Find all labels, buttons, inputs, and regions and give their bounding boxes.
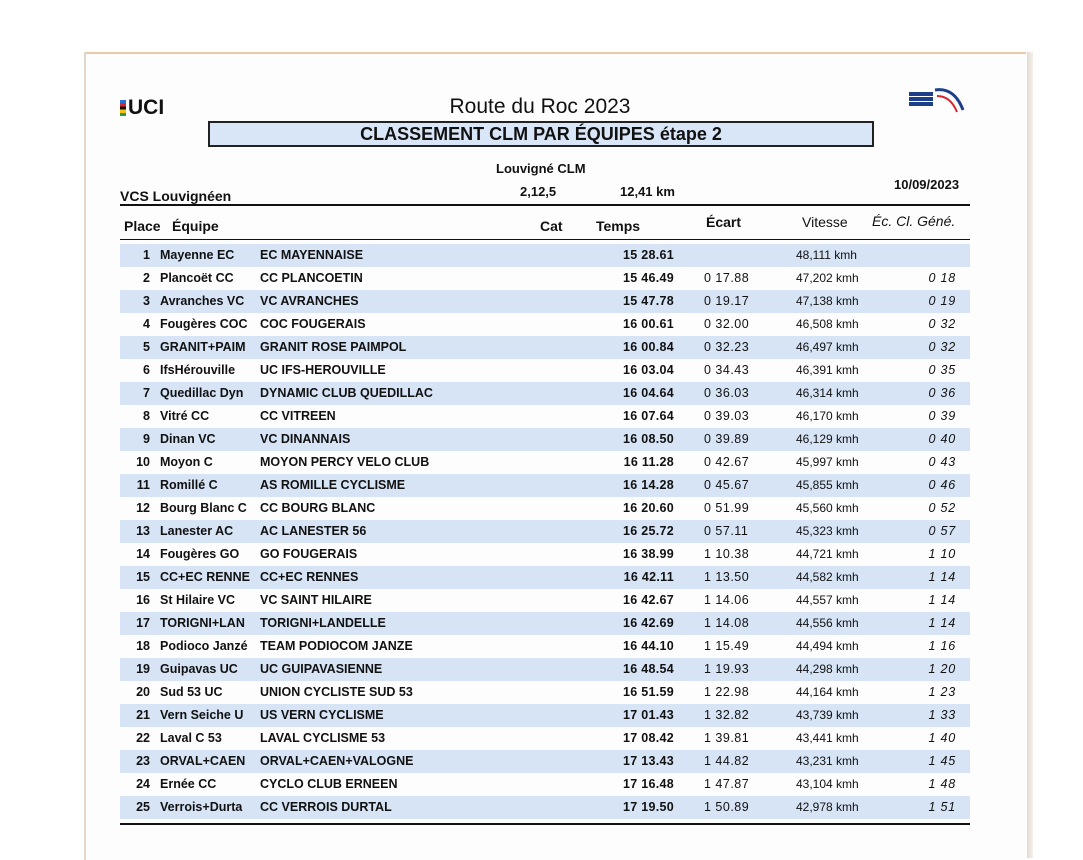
general-gap-cell: 1 14 (928, 570, 956, 584)
table-row (120, 267, 970, 290)
stage-location: Louvigné CLM (496, 161, 586, 176)
gap-cell: 0 45.67 (704, 478, 750, 492)
team-cell: CC VITREEN (260, 409, 336, 423)
uci-logo (120, 96, 164, 120)
speed-cell: 46,170 kmh (796, 409, 859, 423)
speed-cell: 43,441 kmh (796, 731, 859, 745)
place-cell: 13 (136, 524, 150, 538)
gap-cell: 0 36.03 (704, 386, 750, 400)
time-cell: 16 00.61 (622, 317, 674, 331)
short-name-cell: St Hilaire VC (160, 593, 236, 607)
gap-cell: 1 19.93 (704, 662, 750, 676)
category-code: 2,12,5 (520, 184, 557, 199)
time-cell: 17 13.43 (622, 754, 674, 768)
time-cell: 16 04.64 (622, 386, 674, 400)
team-cell: AS ROMILLE CYCLISME (260, 478, 406, 492)
team-cell: VC AVRANCHES (260, 294, 359, 308)
time-cell: 16 25.72 (622, 524, 674, 538)
uci-rainbow-icon (120, 100, 126, 116)
team-cell: ORVAL+CAEN+VALOGNE (260, 754, 414, 768)
col-temps: Temps (596, 218, 641, 234)
table-row (120, 336, 970, 359)
time-cell: 17 01.43 (622, 708, 674, 722)
speed-cell: 45,855 kmh (796, 478, 859, 492)
time-cell: 15 46.49 (622, 271, 674, 285)
gap-cell: 0 19.17 (704, 294, 750, 308)
short-name-cell: Fougères GO (160, 547, 240, 561)
speed-cell: 46,508 kmh (796, 317, 859, 331)
short-name-cell: IfsHérouville (160, 363, 236, 377)
speed-cell: 44,298 kmh (796, 662, 859, 676)
general-gap-cell: 1 40 (928, 731, 956, 745)
gap-cell: 1 32.82 (704, 708, 750, 722)
short-name-cell: Laval C 53 (160, 731, 222, 745)
header-divider (120, 204, 970, 206)
table-row (120, 635, 970, 658)
gap-cell: 0 17.88 (704, 271, 750, 285)
gap-cell: 1 39.81 (704, 731, 750, 745)
stage-distance: 12,41 km (620, 184, 675, 199)
short-name-cell: Sud 53 UC (160, 685, 223, 699)
team-cell: TEAM PODIOCOM JANZE (260, 639, 413, 653)
team-cell: UNION CYCLISTE SUD 53 (260, 685, 413, 699)
gap-cell: 1 13.50 (704, 570, 750, 584)
team-cell: UC GUIPAVASIENNE (260, 662, 383, 676)
short-name-cell: Dinan VC (160, 432, 216, 446)
short-name-cell: Vitré CC (160, 409, 210, 423)
short-name-cell: GRANIT+PAIM (160, 340, 246, 354)
place-cell: 14 (136, 547, 150, 561)
team-cell: GO FOUGERAIS (260, 547, 358, 561)
time-cell: 16 51.59 (622, 685, 674, 699)
table-row (120, 474, 970, 497)
general-gap-cell: 0 46 (928, 478, 956, 492)
general-gap-cell: 0 39 (928, 409, 956, 423)
speed-cell: 45,323 kmh (796, 524, 859, 538)
gap-cell: 1 44.82 (704, 754, 750, 768)
speed-cell: 45,560 kmh (796, 501, 859, 515)
speed-cell: 44,556 kmh (796, 616, 859, 630)
gap-cell: 0 51.99 (704, 501, 750, 515)
team-cell: US VERN CYCLISME (260, 708, 384, 722)
place-cell: 22 (136, 731, 150, 745)
general-gap-cell: 1 23 (928, 685, 956, 699)
gap-cell: 1 14.06 (704, 593, 750, 607)
speed-cell: 46,391 kmh (796, 363, 859, 377)
table-row (120, 658, 970, 681)
short-name-cell: Plancoët CC (160, 271, 234, 285)
organizer-club: VCS Louvignéen (120, 188, 232, 204)
place-cell: 5 (143, 340, 150, 354)
general-gap-cell: 1 20 (928, 662, 956, 676)
general-gap-cell: 0 32 (928, 340, 956, 354)
column-divider (120, 239, 970, 240)
table-row (120, 543, 970, 566)
team-cell: COC FOUGERAIS (260, 317, 366, 331)
gap-cell: 1 10.38 (704, 547, 750, 561)
general-gap-cell: 0 52 (928, 501, 956, 515)
table-row (120, 520, 970, 543)
team-cell: VC SAINT HILAIRE (260, 593, 372, 607)
place-cell: 2 (143, 271, 150, 285)
short-name-cell: Quedillac Dyn (160, 386, 244, 400)
short-name-cell: Romillé C (160, 478, 218, 492)
gap-cell: 0 39.03 (704, 409, 750, 423)
team-cell: CC+EC RENNES (260, 570, 359, 584)
table-row (120, 796, 970, 819)
uci-logo-text: UCI (128, 96, 165, 119)
general-gap-cell: 0 18 (928, 271, 956, 285)
place-cell: 23 (136, 754, 150, 768)
time-cell: 17 08.42 (622, 731, 674, 745)
place-cell: 1 (143, 248, 150, 262)
col-cat: Cat (540, 218, 563, 234)
team-cell: TORIGNI+LANDELLE (260, 616, 386, 630)
short-name-cell: Lanester AC (160, 524, 234, 538)
time-cell: 16 42.69 (622, 616, 674, 630)
place-cell: 19 (136, 662, 150, 676)
place-cell: 12 (136, 501, 150, 515)
general-gap-cell: 0 32 (928, 317, 956, 331)
col-gen: Éc. Cl. Géné. (872, 213, 956, 229)
place-cell: 17 (136, 616, 150, 630)
table-bottom-rule (120, 823, 970, 825)
gap-cell: 0 34.43 (704, 363, 750, 377)
time-cell: 16 38.99 (622, 547, 674, 561)
team-cell: EC MAYENNAISE (260, 248, 364, 262)
col-vitesse: Vitesse (802, 214, 848, 230)
table-row (120, 382, 970, 405)
time-cell: 17 16.48 (622, 777, 674, 791)
gap-cell: 0 57.11 (704, 524, 749, 538)
time-cell: 16 14.28 (622, 478, 674, 492)
team-cell: UC IFS-HEROUVILLE (260, 363, 386, 377)
table-row (120, 566, 970, 589)
table-row (120, 727, 970, 750)
col-place: Place (124, 218, 161, 234)
time-cell: 16 08.50 (622, 432, 674, 446)
team-cell: DYNAMIC CLUB QUEDILLAC (260, 386, 433, 400)
time-cell: 16 42.11 (623, 570, 674, 584)
place-cell: 11 (136, 478, 150, 492)
table-row (120, 681, 970, 704)
speed-cell: 44,721 kmh (796, 547, 859, 561)
team-cell: CC VERROIS DURTAL (260, 800, 392, 814)
place-cell: 4 (143, 317, 150, 331)
gap-cell: 1 14.08 (704, 616, 750, 630)
place-cell: 25 (136, 800, 150, 814)
general-gap-cell: 0 36 (928, 386, 956, 400)
short-name-cell: TORIGNI+LAN (160, 616, 245, 630)
speed-cell: 42,978 kmh (796, 800, 859, 814)
results-table (120, 244, 970, 819)
place-cell: 8 (143, 409, 150, 423)
short-name-cell: Verrois+Durta (160, 800, 243, 814)
short-name-cell: Ernée CC (160, 777, 217, 791)
general-gap-cell: 1 14 (928, 616, 956, 630)
place-cell: 20 (136, 685, 150, 699)
team-cell: GRANIT ROSE PAIMPOL (260, 340, 407, 354)
short-name-cell: Guipavas UC (160, 662, 238, 676)
table-row (120, 244, 970, 267)
time-cell: 16 03.04 (622, 363, 674, 377)
short-name-cell: CC+EC RENNE (160, 570, 250, 584)
speed-cell: 44,557 kmh (796, 593, 859, 607)
time-cell: 15 47.78 (622, 294, 674, 308)
place-cell: 21 (136, 708, 150, 722)
time-cell: 16 00.84 (622, 340, 674, 354)
speed-cell: 48,111 kmh (796, 248, 857, 262)
table-row (120, 589, 970, 612)
team-cell: CYCLO CLUB ERNEEN (260, 777, 398, 791)
gap-cell: 1 22.98 (704, 685, 750, 699)
speed-cell: 46,497 kmh (796, 340, 859, 354)
speed-cell: 46,129 kmh (796, 432, 859, 446)
short-name-cell: Bourg Blanc C (160, 501, 247, 515)
table-row (120, 428, 970, 451)
place-cell: 24 (136, 777, 150, 791)
col-ecart: Écart (706, 214, 742, 230)
table-row (120, 497, 970, 520)
table-row (120, 359, 970, 382)
table-row (120, 405, 970, 428)
speed-cell: 44,582 kmh (796, 570, 859, 584)
short-name-cell: Fougères COC (160, 317, 248, 331)
gap-cell: 0 32.23 (704, 340, 750, 354)
general-gap-cell: 1 10 (928, 547, 956, 561)
col-team: Équipe (172, 218, 219, 234)
paper-edge (1027, 52, 1033, 858)
team-cell: MOYON PERCY VELO CLUB (260, 455, 430, 469)
gap-cell: 0 32.00 (704, 317, 750, 331)
short-name-cell: Vern Seiche U (160, 708, 244, 722)
gap-cell: 1 47.87 (704, 777, 750, 791)
gap-cell: 0 39.89 (704, 432, 750, 446)
speed-cell: 44,164 kmh (796, 685, 859, 699)
classification-banner: CLASSEMENT CLM PAR ÉQUIPES étape 2 (208, 121, 874, 147)
general-gap-cell: 1 51 (928, 800, 956, 814)
speed-cell: 43,739 kmh (796, 708, 859, 722)
place-cell: 16 (136, 593, 150, 607)
table-row (120, 750, 970, 773)
table-row (120, 704, 970, 727)
speed-cell: 47,138 kmh (796, 294, 859, 308)
team-cell: CC PLANCOETIN (260, 271, 363, 285)
short-name-cell: Podioco Janzé (160, 639, 248, 653)
time-cell: 16 42.67 (622, 593, 674, 607)
team-cell: LAVAL CYCLISME 53 (260, 731, 386, 745)
short-name-cell: ORVAL+CAEN (160, 754, 246, 768)
general-gap-cell: 1 14 (928, 593, 956, 607)
short-name-cell: Moyon C (160, 455, 213, 469)
place-cell: 15 (136, 570, 150, 584)
short-name-cell: Mayenne EC (160, 248, 235, 262)
short-name-cell: Avranches VC (160, 294, 245, 308)
table-row (120, 612, 970, 635)
time-cell: 16 44.10 (622, 639, 674, 653)
team-cell: VC DINANNAIS (260, 432, 351, 446)
time-cell: 16 20.60 (622, 501, 674, 515)
general-gap-cell: 0 35 (928, 363, 956, 377)
table-row (120, 451, 970, 474)
gap-cell: 1 15.49 (704, 639, 750, 653)
ffc-logo-icon (907, 86, 965, 114)
time-cell: 16 11.28 (623, 455, 674, 469)
speed-cell: 43,104 kmh (796, 777, 859, 791)
race-date: 10/09/2023 (894, 177, 960, 192)
speed-cell: 44,494 kmh (796, 639, 859, 653)
time-cell: 16 48.54 (622, 662, 674, 676)
team-cell: AC LANESTER 56 (260, 524, 367, 538)
gap-cell: 0 42.67 (704, 455, 750, 469)
place-cell: 18 (136, 639, 150, 653)
place-cell: 3 (143, 294, 150, 308)
speed-cell: 43,231 kmh (796, 754, 859, 768)
table-row (120, 290, 970, 313)
table-row (120, 313, 970, 336)
table-row (120, 773, 970, 796)
time-cell: 16 07.64 (622, 409, 674, 423)
place-cell: 9 (143, 432, 150, 446)
general-gap-cell: 0 57 (928, 524, 956, 538)
speed-cell: 46,314 kmh (796, 386, 859, 400)
general-gap-cell: 0 19 (928, 294, 956, 308)
team-cell: CC BOURG BLANC (260, 501, 376, 515)
general-gap-cell: 1 48 (928, 777, 956, 791)
time-cell: 15 28.61 (622, 248, 674, 262)
general-gap-cell: 0 43 (928, 455, 956, 469)
gap-cell: 1 50.89 (704, 800, 750, 814)
general-gap-cell: 1 16 (928, 639, 956, 653)
place-cell: 7 (143, 386, 150, 400)
general-gap-cell: 1 45 (928, 754, 956, 768)
general-gap-cell: 1 33 (928, 708, 956, 722)
place-cell: 6 (143, 363, 150, 377)
event-title: Route du Roc 2023 (449, 95, 631, 118)
place-cell: 10 (136, 455, 150, 469)
speed-cell: 45,997 kmh (796, 455, 859, 469)
general-gap-cell: 0 40 (928, 432, 956, 446)
time-cell: 17 19.50 (622, 800, 674, 814)
speed-cell: 47,202 kmh (796, 271, 859, 285)
